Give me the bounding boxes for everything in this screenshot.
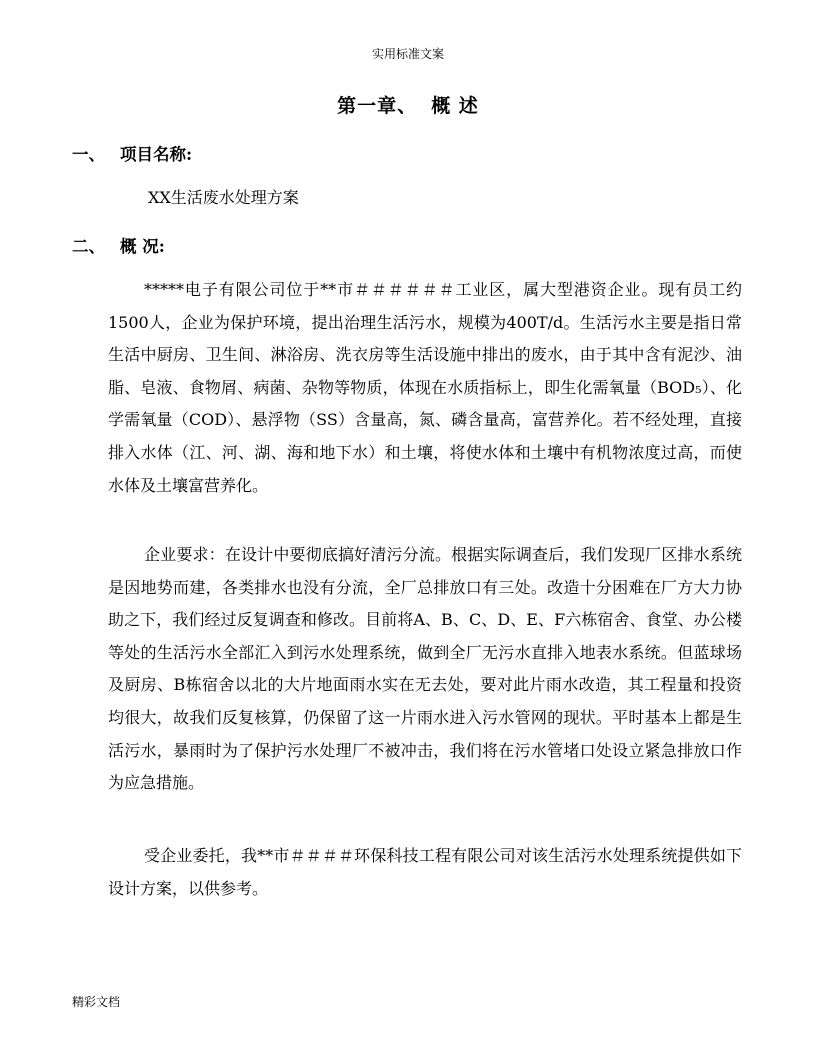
paragraph-commission: 受企业委托，我**市＃＃＃＃环保科技工程有限公司对该生活污水处理系统提供如下设计方案，以供参考。 — [108, 846, 742, 898]
section-number: 一、 — [72, 145, 105, 164]
paragraph-company-overview: *****电子有限公司位于**市＃＃＃＃＃＃工业区，属大型港资企业。现有员工约1500人，企业为保护环境，提出治理生活污水，规模为400T/d。生活污水主要是指日常生活中厨房、卫生间、淋浴房、洗衣房等生活设施中排出的废水，由于其中含有泥沙、油脂、皂液、食物屑、病菌、杂物等物质，体现在水质指标上，即生化需氧量（BOD₅）、化学需氧量（COD）、悬浮物（SS）含量高，氮、磷含量高，富营养化。若不经处理，直接排入水体（江、河、湖、海和地下水）和土壤，将使水体和土壤中有机物浓度过高，而使水体及土壤富营养化。 — [108, 280, 742, 495]
chapter-name: 概 述 — [431, 95, 479, 117]
page-footer: 精彩文档 — [72, 995, 121, 1009]
project-name-text: XX生活废水处理方案 — [148, 188, 299, 207]
section-title: 概 况: — [120, 237, 165, 256]
chapter-title — [0, 91, 816, 118]
section-title: 项目名称: — [120, 145, 193, 164]
paragraph-enterprise-requirements: 企业要求：在设计中要彻底搞好清污分流。根据实际调查后，我们发现厂区排水系统是因地势而建，各类排水也没有分流，全厂总排放口有三处。改造十分困难在厂方大力协助之下，我们经过反复调查和修改。目前将A、B、C、D、E、F六栋宿舍、食堂、办公楼等处的生活污水全部汇入到污水处理系统，做到全厂无污水直排入地表水系统。但蓝球场及厨房、B栋宿舍以北的大片地面雨水实在无去处，要对此片雨水改造，其工程量和投资均很大，故我们反复核算，仍保留了这一片雨水进入污水管网的现状。平时基本上都是生活污水，暴雨时为了保护污水处理厂不被冲击，我们将在污水管堵口处设立紧急排放口作为应急措施。 — [108, 545, 742, 793]
page-header: 实用标准文案 — [371, 47, 444, 61]
section-heading-project-name — [72, 141, 192, 165]
section-number: 二、 — [72, 237, 105, 256]
chapter-prefix: 第一章、 — [337, 95, 418, 117]
section-heading-overview — [72, 233, 165, 257]
